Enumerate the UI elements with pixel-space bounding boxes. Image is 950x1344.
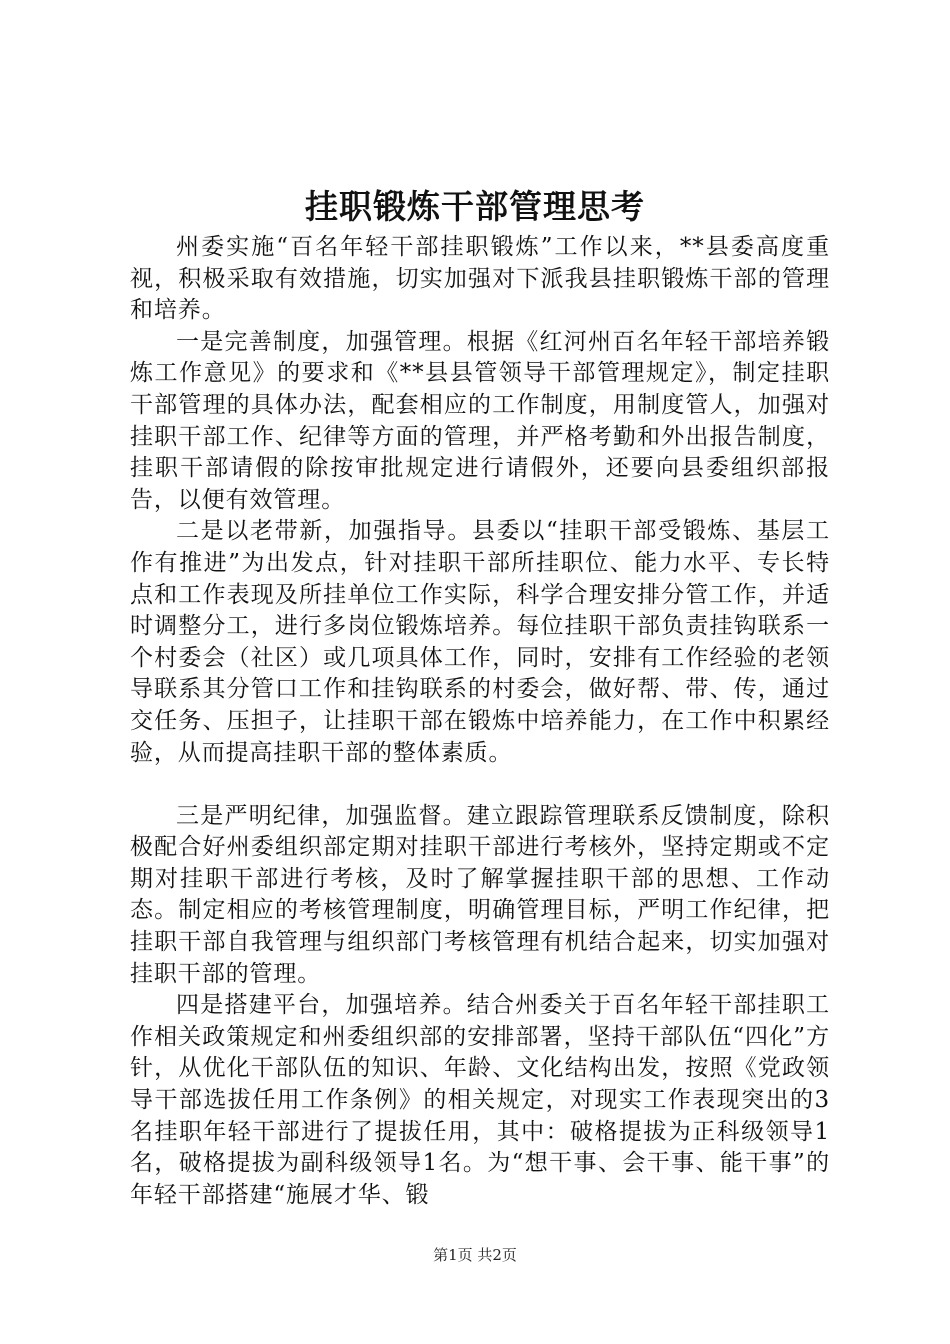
paragraph-1: 一是完善制度，加强管理。根据《红河州百名年轻干部培养锻炼工作意见》的要求和《**县县管领导干部管理规定》，制定挂职干部管理的具体办法，配套相应的工作制度，用制度管人，加强对挂职干部工作、纪律等方面的管理，并严格考勤和外出报告制度，挂职干部请假的除按审批规定进行请假外，还要向县委组织部报告，以便有效管理。 xyxy=(130,328,830,513)
paragraph-2: 二是以老带新，加强指导。县委以“挂职干部受锻炼、基层工作有推进”为出发点，针对挂职干部所挂职位、能力水平、专长特点和工作表现及所挂单位工作实际，科学合理安排分管工作，并适时调整分工，进行多岗位锻炼培养。每位挂职干部负责挂钩联系一个村委会（社区）或几项具体工作，同时，安排有工作经验的老领导联系其分管口工作和挂钩联系的村委会，做好帮、带、传，通过交任务、压担子，让挂职干部在锻炼中培养能力，在工作中积累经验，从而提高挂职干部的整体素质。 xyxy=(130,518,830,766)
document-body xyxy=(130,232,830,1211)
document-title: 挂职锻炼干部管理思考 xyxy=(305,187,645,226)
page-footer: 第1页 共2页 xyxy=(433,1246,517,1264)
paragraph-4: 四是搭建平台，加强培养。结合州委关于百名年轻干部挂职工作相关政策规定和州委组织部的安排部署，坚持干部队伍“四化”方针，从优化干部队伍的知识、年龄、文化结构出发，按照《党政领导干部选拔任用工作条例》的相关规定，对现实工作表现突出的3名挂职年轻干部进行了提拔任用，其中：破格提拔为正科级领导1名，破格提拔为副科级领导1名。为“想干事、会干事、能干事”的年轻干部搭建“施展才华、锻 xyxy=(130,992,830,1208)
paragraph-intro: 州委实施“百名年轻干部挂职锻炼”工作以来，**县委高度重视，积极采取有效措施，切实加强对下派我县挂职锻炼干部的管理和培养。 xyxy=(130,234,830,324)
paragraph-3: 三是严明纪律，加强监督。建立跟踪管理联系反馈制度，除积极配合好州委组织部定期对挂职干部进行考核外，坚持定期或不定期对挂职干部进行考核，及时了解掌握挂职干部的思想、工作动态。制定相应的考核管理制度，明确管理目标，严明工作纪律，把挂职干部自我管理与组织部门考核管理有机结合起来，切实加强对挂职干部的管理。 xyxy=(130,802,830,987)
